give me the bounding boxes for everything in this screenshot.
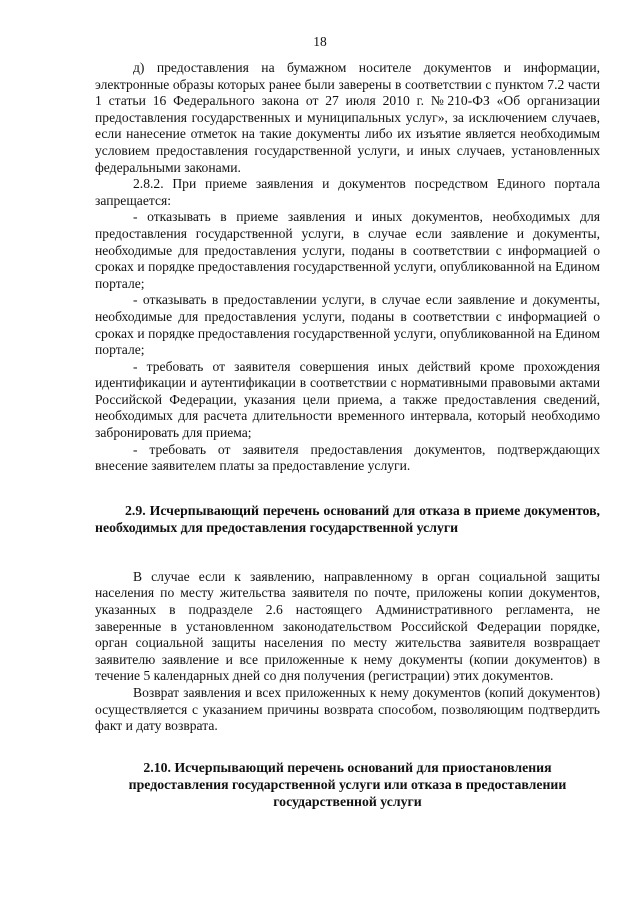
paragraph-item-d: д) предоставления на бумажном носителе документов и информации, электронные образы которых ранее были заверены в соответствии с пунктом 7.2 части 1 статьи 16 Федерального закона от 27 июля 2010 г. №210-ФЗ «Об организации предоставления государственных и муниципальных услуг», за исключением случаев, если нанесение отметок на такие документы либо их изъятие является необходимым условием предоставления государственной услуги, и иных случаев, установленных федеральными законами. [95, 60, 600, 175]
section-2-9-paragraph-1: В случае если к заявлению, направленному в орган социальной защиты населения по месту жительства заявителя по почте, приложены копии документов, указанных в подразделе 2.6 настоящего Административного регламента, не заверенные в установленном законодательством Российской Федерации порядке, орган социальной защиты населения по месту жительства заявителя возвращает заявителю заявление и все приложенные к нему документы (копии документов) в течение 5 календарных дней со дня получения (регистрации) этих документов. [95, 568, 600, 684]
page-number: 18 [313, 34, 327, 49]
prohibition-item-2: - отказывать в предоставлении услуги, в случае если заявление и документы, необходимые для предоставления услуги, поданы в соответствии с информацией о сроках и порядке предоставления государственной услуги, опубликованной на Едином портале; [95, 292, 600, 358]
page-content [95, 60, 600, 810]
section-2-10-heading: 2.10. Исчерпывающий перечень оснований для приостановления предоставления государственной услуги или отказа в предоставлении государственной услуги [128, 759, 567, 809]
prohibition-item-1: - отказывать в приеме заявления и иных документов, необходимых для предоставления государственной услуги, в случае если заявление и документы, необходимые для предоставления услуги, поданы в соответствии с информацией о сроках и порядке предоставления государственной услуги, опубликованной на Едином портале; [95, 209, 600, 291]
prohibition-item-4: - требовать от заявителя предоставления документов, подтверждающих внесение заявителем платы за предоставление услуги. [95, 441, 600, 474]
section-2-9-paragraph-2: Возврат заявления и всех приложенных к нему документов (копий документов) осуществляется с указанием причины возврата способом, позволяющим подтвердить факт и дату возврата. [95, 685, 600, 734]
paragraph-2-8-2: 2.8.2. При приеме заявления и документов посредством Единого портала запрещается: [95, 176, 600, 208]
section-2-9-heading: 2.9. Исчерпывающий перечень оснований для отказа в приеме документов, необходимых для предоставления государственной услуги [95, 502, 600, 535]
prohibition-item-3: - требовать от заявителя совершения иных действий кроме прохождения идентификации и аутентификации в соответствии с нормативными правовыми актами Российской Федерации, указания цели приема, а также предоставления сведений, необходимых для расчета длительности временного интервала, который необходимо забронировать для приема; [95, 358, 600, 441]
